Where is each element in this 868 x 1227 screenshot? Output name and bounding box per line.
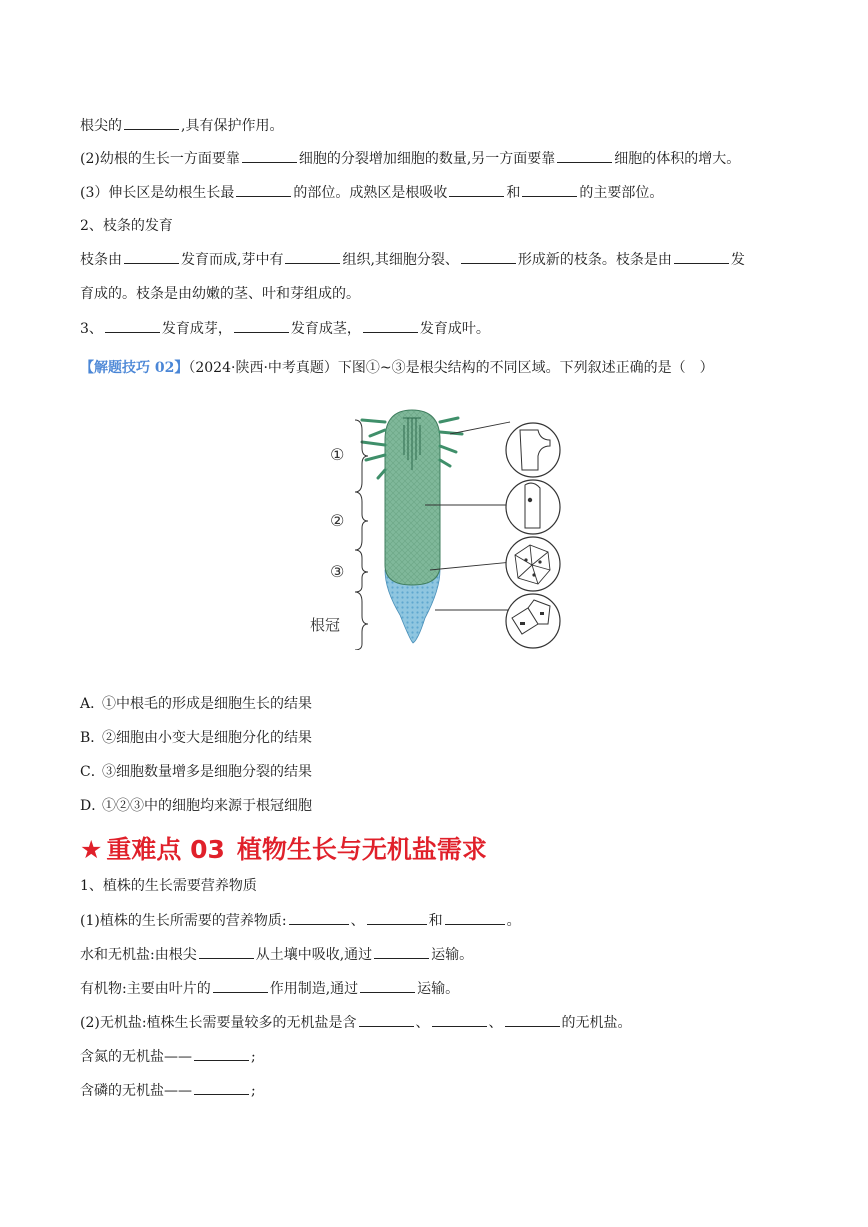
text: ,具有保护作用。 — [181, 118, 284, 134]
answer-blank[interactable] — [124, 249, 179, 264]
answer-blank[interactable] — [522, 182, 577, 197]
text-line — [80, 182, 663, 203]
text: 和 — [506, 185, 521, 201]
text: 含氮的无机盐—— — [80, 1049, 192, 1065]
answer-blank[interactable] — [289, 910, 349, 925]
text: 的无机盐。 — [561, 1015, 632, 1031]
text: (1)植株的生长所需要的营养物质: — [80, 913, 287, 929]
text: 水和无机盐:由根尖 — [80, 947, 197, 963]
text: (3）伸长区是幼根生长最 — [80, 185, 235, 201]
text: 细胞的体积的增大。 — [614, 151, 741, 167]
cell-circle-meristem — [506, 537, 560, 591]
text: 形成新的枝条。枝条是由 — [517, 252, 672, 268]
text: 组织,其细胞分裂、 — [342, 252, 459, 268]
text: 、 — [488, 1015, 503, 1031]
text: 从土壤中吸收,通过 — [255, 947, 373, 963]
text: 、 — [350, 913, 365, 929]
answer-blank[interactable] — [449, 182, 504, 197]
text: 的部位。成熟区是根吸收 — [293, 185, 448, 201]
text: ; — [251, 1049, 256, 1065]
text: 发 — [730, 252, 745, 268]
text: (2)无机盐:植株生长需要量较多的无机盐是含 — [80, 1015, 357, 1031]
question-stem — [80, 358, 714, 378]
text-line — [80, 216, 173, 236]
text: ; — [251, 1083, 256, 1099]
text: 的主要部位。 — [579, 185, 664, 201]
answer-blank[interactable] — [360, 978, 415, 993]
region-label-root-cap: 根冠 — [310, 616, 341, 634]
answer-blank[interactable] — [194, 1046, 249, 1061]
answer-blank[interactable] — [359, 1012, 414, 1027]
text: (2)幼根的生长一方面要靠 — [80, 151, 240, 167]
region-label-2: ② — [330, 511, 345, 530]
option-label: A． — [80, 696, 105, 712]
text-line — [80, 1012, 632, 1033]
answer-blank[interactable] — [505, 1012, 560, 1027]
cell-circle-elongation — [506, 480, 560, 534]
text: 3、 — [80, 321, 103, 337]
text: 作用制造,通过 — [269, 981, 359, 997]
text: 、 — [415, 1015, 430, 1031]
option-b[interactable] — [80, 728, 312, 748]
text-line — [80, 910, 521, 931]
root-tip-diagram — [300, 400, 570, 650]
option-a[interactable] — [80, 694, 312, 714]
text: 发育成茎， — [290, 321, 361, 337]
region-label-1: ① — [330, 445, 345, 464]
text: 枝条由 — [80, 252, 122, 268]
text: 运输。 — [417, 981, 460, 997]
option-d[interactable] — [80, 796, 312, 816]
answer-blank[interactable] — [285, 249, 340, 264]
text-line — [80, 249, 745, 270]
option-text: ①中根毛的形成是细胞生长的结果 — [102, 696, 312, 712]
text-line — [80, 284, 360, 304]
answer-blank[interactable] — [674, 249, 729, 264]
text: 根尖的 — [80, 118, 122, 134]
text-line — [80, 876, 257, 896]
text: 发育而成,芽中有 — [181, 252, 284, 268]
section-heading — [80, 830, 487, 866]
answer-blank[interactable] — [367, 910, 427, 925]
text-line — [80, 148, 740, 169]
option-text: ①②③中的细胞均来源于根冠细胞 — [102, 798, 312, 814]
answer-blank[interactable] — [213, 978, 268, 993]
answer-blank[interactable] — [461, 249, 516, 264]
text: 和 — [428, 913, 443, 929]
answer-blank[interactable] — [445, 910, 505, 925]
answer-blank[interactable] — [199, 944, 254, 959]
answer-blank[interactable] — [194, 1080, 249, 1095]
text-line — [80, 115, 283, 136]
answer-blank[interactable] — [124, 115, 179, 130]
cell-circle-root-cap — [506, 594, 560, 648]
option-c[interactable] — [80, 762, 312, 782]
answer-blank[interactable] — [363, 318, 418, 333]
tip-tag: 【解题技巧 02】 — [80, 360, 189, 376]
option-label: D． — [80, 798, 106, 814]
option-label: C． — [80, 764, 105, 780]
option-label: B． — [80, 730, 105, 746]
text: 发育成叶。 — [419, 321, 490, 337]
text-line — [80, 1080, 256, 1101]
option-text: ③细胞数量增多是细胞分裂的结果 — [102, 764, 312, 780]
text: 细胞的分裂增加细胞的数量,另一方面要靠 — [298, 151, 556, 167]
answer-blank[interactable] — [236, 182, 291, 197]
option-text: ②细胞由小变大是细胞分化的结果 — [102, 730, 312, 746]
subheading: 1、植株的生长需要营养物质 — [80, 878, 257, 894]
text: 有机物:主要由叶片的 — [80, 981, 211, 997]
answer-blank[interactable] — [242, 148, 297, 163]
text: 发育成芽， — [161, 321, 232, 337]
answer-blank[interactable] — [105, 318, 160, 333]
text-line — [80, 944, 473, 965]
text: 。 — [506, 913, 521, 929]
heading-title: 植物生长与无机盐需求 — [236, 835, 487, 864]
answer-blank[interactable] — [374, 944, 429, 959]
text: 运输。 — [431, 947, 474, 963]
cell-circle-root-hair — [506, 423, 560, 477]
answer-blank[interactable] — [432, 1012, 487, 1027]
text: 含磷的无机盐—— — [80, 1083, 192, 1099]
subheading: 2、枝条的发育 — [80, 218, 173, 234]
region-braces — [355, 420, 368, 650]
star-icon: ★ — [80, 835, 103, 864]
question-text: （2024·陕西·中考真题）下图①~③是根尖结构的不同区域。下列叙述正确的是（ ） — [188, 360, 714, 376]
heading-number: 重难点 03 — [106, 835, 225, 864]
answer-blank[interactable] — [557, 148, 612, 163]
text-line — [80, 1046, 256, 1067]
text-line — [80, 978, 459, 999]
region-label-3: ③ — [330, 562, 345, 581]
answer-blank[interactable] — [234, 318, 289, 333]
text-line — [80, 318, 490, 339]
text: 育成的。枝条是由幼嫩的茎、叶和芽组成的。 — [80, 286, 360, 302]
